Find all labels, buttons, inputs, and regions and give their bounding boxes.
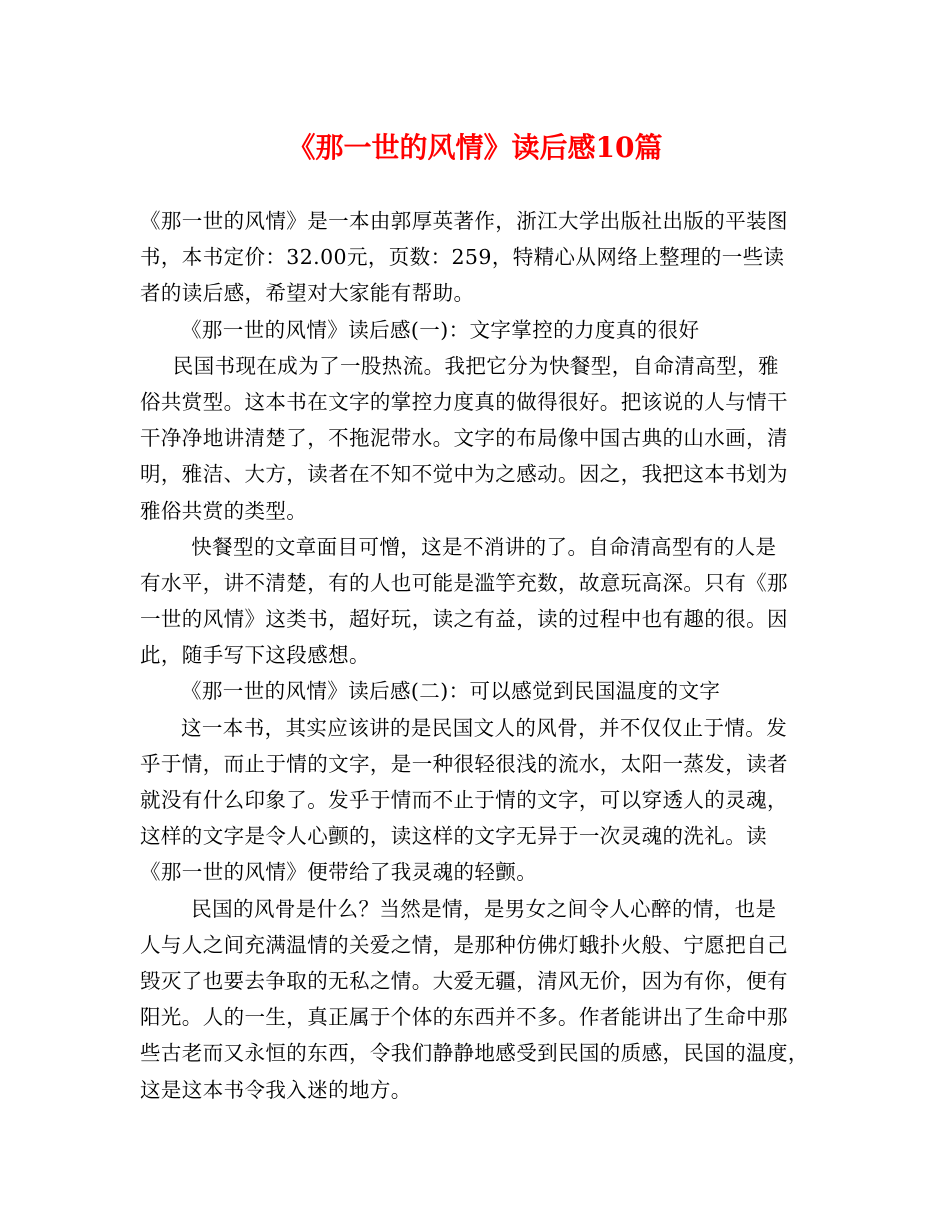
text-line: 此，随手写下这段感想。 [140, 643, 370, 668]
text-line: 就没有什么印象了。发乎于情而不止于情的文字，可以穿透人的灵魂， [140, 788, 788, 812]
text-line: 者的读后感，希望对大家能有帮助。 [140, 281, 475, 306]
section-heading: 《那一世的风情》读后感(二)：可以感觉到民国温度的文字 [181, 679, 721, 704]
text-line: 明，雅洁、大方，读者在不知不觉中为之感动。因之，我把这本书划为 [140, 462, 788, 487]
text-line: 民国书现在成为了一股热流。我把它分为快餐型，自命清高型，雅 [172, 353, 779, 378]
text-line: 民国的风骨是什么？当然是情，是男女之间令人心醉的情，也是 [191, 896, 777, 921]
text-line: 这样的文字是令人心颤的，读这样的文字无异于一次灵魂的洗礼。读 [140, 824, 767, 849]
text-line: 毁灭了也要去争取的无私之情。大爱无疆，清风无价，因为有你，便有 [140, 968, 788, 993]
text-line: 干净净地讲清楚了，不拖泥带水。文字的布局像中国古典的山水画，清 [140, 426, 788, 451]
text-line: 书，本书定价：32.00元，页数：259，特精心从网络上整理的一些读 [140, 245, 785, 270]
text-line: 些古老而又永恒的东西，令我们静静地感受到民国的质感，民国的温度， [140, 1041, 809, 1066]
document-title: 《那一世的风情》读后感10篇 [287, 131, 663, 164]
text-line: 阳光。人的一生，真正属于个体的东西并不多。作者能讲出了生命中那 [140, 1005, 788, 1030]
text-line: 一世的风情》这类书，超好玩，读之有益，读的过程中也有趣的很。因 [140, 607, 788, 632]
text-line: 雅俗共赏的类型。 [140, 498, 308, 523]
text-line: 乎于情，而止于情的文字，是一种很轻很浅的流水，太阳一蒸发，读者 [140, 751, 788, 776]
text-line: 人与人之间充满温情的关爱之情，是那种仿佛灯蛾扑火般、宁愿把自己 [140, 932, 788, 957]
text-line: 快餐型的文章面目可憎，这是不消讲的了。自命清高型有的人是 [191, 534, 777, 559]
text-line: 俗共赏型。这本书在文字的掌控力度真的做得很好。把该说的人与情干 [140, 389, 788, 414]
text-line: 《那一世的风情》是一本由郭厚英著作，浙江大学出版社出版的平装图 [140, 209, 788, 233]
text-line: 这一本书，其实应该讲的是民国文人的风骨，并不仅仅止于情。发 [181, 715, 788, 740]
text-line: 《那一世的风情》便带给了我灵魂的轻颤。 [140, 860, 538, 885]
text-line: 有水平，讲不清楚，有的人也可能是滥竽充数，故意玩高深。只有《那 [140, 570, 788, 595]
section-heading: 《那一世的风情》读后感(一)：文字掌控的力度真的很好 [181, 317, 700, 342]
text-line: 这是这本书令我入迷的地方。 [140, 1077, 412, 1102]
document-body [140, 203, 820, 1108]
